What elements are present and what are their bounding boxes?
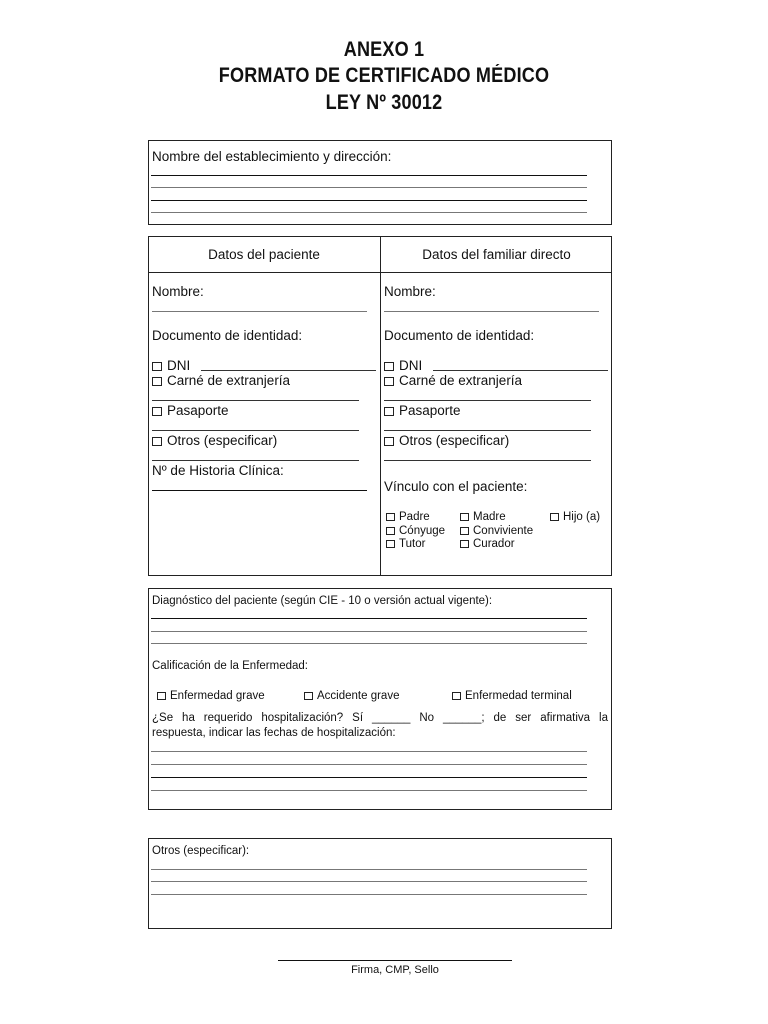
option-tutor[interactable] [386, 538, 425, 550]
signature-label: Firma, CMP, Sello [351, 964, 439, 976]
tutor-label: Tutor [399, 538, 426, 550]
relative-name-line[interactable] [384, 311, 599, 312]
checkbox-icon[interactable] [152, 437, 162, 446]
fill-line[interactable] [151, 175, 587, 176]
madre-label: Madre [473, 511, 506, 523]
option-curador[interactable] [460, 538, 515, 550]
accidente-label: Accidente grave [317, 690, 400, 702]
terminal-label: Enfermedad terminal [465, 690, 572, 702]
column-divider [380, 236, 381, 576]
others-label: Otros (especificar): [152, 845, 250, 857]
hospitalization-dates-label: respuesta, indicar las fechas de hospitalización: [152, 727, 396, 739]
checkbox-icon[interactable] [384, 437, 394, 446]
checkbox-icon[interactable] [460, 527, 469, 535]
relative-name-label: Nombre: [384, 284, 436, 299]
option-hijo[interactable] [550, 511, 600, 523]
relative-otros-line[interactable] [384, 460, 591, 461]
option-enfermedad-terminal[interactable] [452, 690, 572, 702]
checkbox-icon[interactable] [386, 540, 395, 548]
fill-line[interactable] [151, 643, 587, 644]
pasaporte-label: Pasaporte [167, 403, 229, 418]
patient-name-label: Nombre: [152, 284, 204, 299]
checkbox-icon[interactable] [386, 527, 395, 535]
dni-label: DNI [167, 358, 191, 373]
patient-dni-line[interactable] [201, 370, 376, 371]
patient-otros-option[interactable] [152, 433, 277, 448]
fill-line[interactable] [151, 894, 587, 895]
patient-historia-label: Nº de Historia Clínica: [152, 463, 284, 478]
fill-line[interactable] [151, 212, 587, 213]
conviviente-label: Conviviente [473, 525, 534, 537]
relative-id-label: Documento de identidad: [384, 328, 535, 343]
patient-name-line[interactable] [152, 311, 367, 312]
checkbox-icon[interactable] [304, 692, 313, 700]
checkbox-icon[interactable] [550, 513, 559, 521]
option-padre[interactable] [386, 511, 430, 523]
patient-pasaporte-option[interactable] [152, 403, 229, 418]
padre-label: Padre [399, 511, 430, 523]
patient-historia-line[interactable] [152, 490, 367, 491]
relative-dni-line[interactable] [433, 370, 608, 371]
option-enfermedad-grave[interactable] [157, 690, 265, 702]
hijo-label: Hijo (a) [563, 511, 601, 523]
diagnosis-label: Diagnóstico del paciente (según CIE - 10 o versión actual vigente): [152, 595, 493, 607]
annex-title: ANEXO 1 [343, 38, 425, 61]
patient-header: Datos del paciente [208, 247, 320, 262]
patient-pasaporte-line[interactable] [152, 430, 359, 431]
fill-line[interactable] [151, 751, 587, 752]
relative-vinculo-label: Vínculo con el paciente: [384, 479, 528, 494]
checkbox-icon[interactable] [152, 407, 162, 416]
checkbox-icon[interactable] [384, 377, 394, 386]
fill-line[interactable] [151, 764, 587, 765]
checkbox-icon[interactable] [384, 362, 394, 371]
checkbox-icon[interactable] [152, 377, 162, 386]
relative-carne-option[interactable] [384, 373, 522, 388]
fill-line[interactable] [151, 869, 587, 870]
grave-label: Enfermedad grave [170, 690, 265, 702]
patient-carne-option[interactable] [152, 373, 290, 388]
checkbox-icon[interactable] [460, 540, 469, 548]
law-number: LEY Nº 30012 [325, 91, 443, 114]
fill-line[interactable] [151, 790, 587, 791]
patient-id-label: Documento de identidad: [152, 328, 303, 343]
patient-dni-option[interactable] [152, 358, 190, 373]
option-conviviente[interactable] [460, 525, 533, 537]
option-accidente-grave[interactable] [304, 690, 399, 702]
relative-dni-option[interactable] [384, 358, 422, 373]
checkbox-icon[interactable] [152, 362, 162, 371]
calificacion-label: Calificación de la Enfermedad: [152, 660, 308, 672]
carne-label: Carné de extranjería [167, 373, 291, 388]
fill-line[interactable] [151, 881, 587, 882]
checkbox-icon[interactable] [460, 513, 469, 521]
relative-otros-option[interactable] [384, 433, 509, 448]
patient-otros-line[interactable] [152, 460, 359, 461]
relative-carne-line[interactable] [384, 400, 591, 401]
relative-pasaporte-line[interactable] [384, 430, 591, 431]
conyuge-label: Cónyuge [399, 525, 446, 537]
patient-carne-line[interactable] [152, 400, 359, 401]
header-divider [148, 272, 612, 273]
fill-line[interactable] [151, 777, 587, 778]
fill-line[interactable] [151, 200, 587, 201]
checkbox-icon[interactable] [452, 692, 461, 700]
fill-line[interactable] [151, 187, 587, 188]
establishment-label: Nombre del establecimiento y dirección: [152, 149, 392, 164]
hospitalization-question: ¿Se ha requerido hospitalización? Sí ______ No ______; de ser afirmativa la [152, 712, 608, 724]
pasaporte-label: Pasaporte [399, 403, 461, 418]
option-conyuge[interactable] [386, 525, 445, 537]
fill-line[interactable] [151, 631, 587, 632]
otros-label: Otros (especificar) [167, 433, 278, 448]
signature-line[interactable] [278, 960, 512, 961]
dni-label: DNI [399, 358, 423, 373]
checkbox-icon[interactable] [157, 692, 166, 700]
option-madre[interactable] [460, 511, 506, 523]
relative-pasaporte-option[interactable] [384, 403, 461, 418]
document-title: FORMATO DE CERTIFICADO MÉDICO [218, 64, 550, 87]
fill-line[interactable] [151, 618, 587, 619]
curador-label: Curador [473, 538, 515, 550]
otros-label: Otros (especificar) [399, 433, 510, 448]
carne-label: Carné de extranjería [399, 373, 523, 388]
checkbox-icon[interactable] [384, 407, 394, 416]
relative-header: Datos del familiar directo [422, 247, 571, 262]
checkbox-icon[interactable] [386, 513, 395, 521]
